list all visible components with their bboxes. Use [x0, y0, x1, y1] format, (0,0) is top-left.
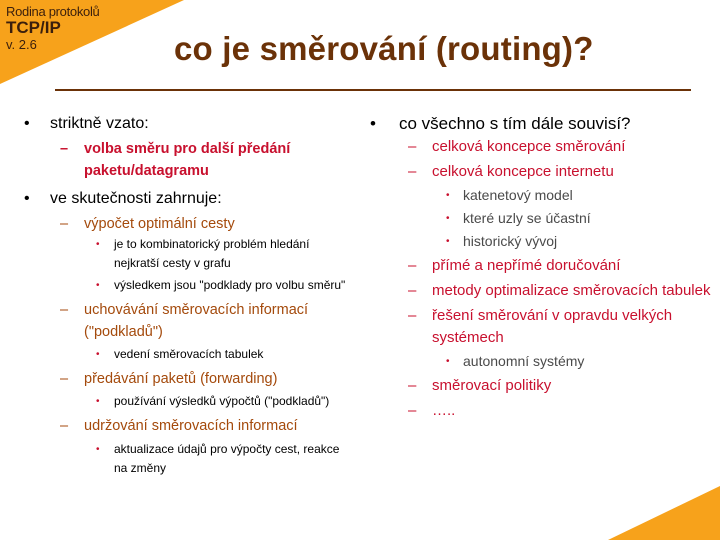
dash-marker: –: [60, 302, 69, 318]
list-item: – řešení směrování v opravdu velkých systémech: [408, 307, 673, 346]
slide-title: co je směrování (routing)?: [174, 30, 594, 67]
dash-marker: –: [60, 418, 69, 434]
bullet-marker: •: [446, 356, 450, 367]
dash-marker: –: [408, 257, 417, 274]
list-item: – uchovávání směrovacích informací ("podkladů"): [22, 299, 352, 343]
dash-marker: –: [60, 216, 69, 232]
dash-marker: –: [408, 282, 417, 299]
list-item: • katenetový model: [368, 184, 713, 207]
list-item: – přímé a nepřímé doručování: [368, 255, 713, 277]
bullet-marker: •: [96, 444, 100, 455]
brand-line-2: TCP/IP: [6, 18, 61, 37]
bullet-marker: •: [446, 190, 450, 201]
dash-marker: –: [408, 163, 417, 180]
list-item: • je to kombinatorický problém hledání nejkratší cesty v grafu: [96, 237, 310, 270]
list-item: – …..: [368, 400, 713, 422]
bullet-marker: •: [370, 114, 376, 133]
dash-marker: –: [408, 138, 417, 155]
list-item: • autonomní systémy: [368, 350, 713, 373]
corner-decoration-bottom-right: [608, 486, 720, 540]
list-item: – celková koncepce směrování: [368, 136, 713, 158]
bullet-marker: •: [24, 190, 30, 207]
list-item: • používání výsledků výpočtů ("podkladů"): [22, 392, 352, 411]
list-item: – celková koncepce internetu: [368, 161, 713, 183]
list-item: – výpočet optimální cesty: [22, 213, 352, 235]
list-item: – metody optimalizace směrovacích tabulek: [368, 280, 713, 302]
list-item: • historický vývoj: [368, 230, 713, 253]
list-item: – udržování směrovacích informací: [22, 415, 352, 437]
dash-marker: –: [60, 371, 69, 387]
list-item: • ve skutečnosti zahrnuje:: [24, 190, 222, 207]
bullet-marker: •: [446, 213, 450, 224]
title-underline: [55, 89, 691, 91]
brand-block: [6, 5, 100, 51]
list-item: • které uzly se účastní: [368, 207, 713, 230]
bullet-marker: •: [446, 236, 450, 247]
list-item: – směrovací politiky: [368, 375, 713, 397]
dash-marker: –: [408, 402, 417, 419]
list-item: • striktně vzato:: [24, 115, 149, 132]
bullet-marker: •: [96, 280, 100, 291]
dash-marker: –: [408, 307, 417, 324]
list-item: • co všechno s tím dále souvisí?: [370, 114, 631, 133]
left-column: [22, 113, 352, 478]
list-item: – volba směru pro další předání paketu/datagramu: [22, 138, 352, 182]
brand-line-1: Rodina protokolů: [6, 4, 100, 19]
brand-version: v. 2.6: [6, 37, 37, 52]
list-item: • aktualizace údajů pro výpočty cest, reakce na změny: [96, 442, 340, 475]
list-item: • vedení směrovacích tabulek: [22, 345, 352, 364]
bullet-marker: •: [96, 349, 100, 360]
bullet-marker: •: [96, 396, 100, 407]
list-item: • výsledkem jsou "podklady pro volbu směru": [22, 276, 352, 295]
bullet-marker: •: [24, 115, 30, 132]
list-item: – předávání paketů (forwarding): [22, 368, 352, 390]
dash-marker: –: [60, 141, 69, 157]
dash-marker: –: [408, 377, 417, 394]
right-column: [368, 113, 713, 423]
bullet-marker: •: [96, 239, 100, 250]
